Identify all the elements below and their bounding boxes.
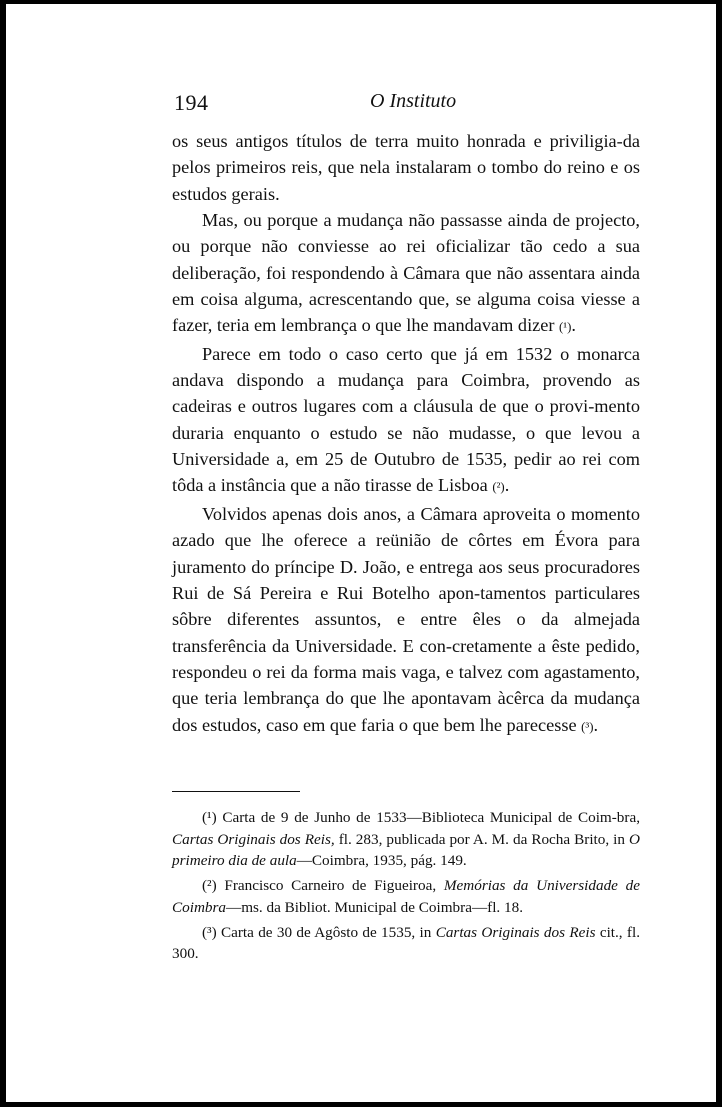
footnote-ref-2: (²): [492, 480, 505, 495]
paragraph-2-text: Mas, ou porque a mudança não passasse ainda de projecto, ou porque não conviesse ao rei oficializar tão cedo a sua deliberação, foi respondendo à Câmara que não assentara ainda em coisa alguma, acrescentando que, se alguma coisa viesse a fazer, teria em lembrança o que lhe mandavam dizer: [172, 210, 640, 336]
paragraph-2-end: .: [571, 315, 576, 336]
paragraph-2: [172, 207, 640, 341]
footnote-3: [172, 922, 640, 965]
paragraph-1: [172, 128, 640, 207]
footnote-1-title: Cartas Originais dos Reis,: [172, 830, 335, 848]
footnote-2-text-c: —ms. da Bibliot. Municipal de Coimbra—fl. 18.: [226, 898, 523, 916]
paragraph-4: [172, 501, 640, 740]
paragraph-3: [172, 341, 640, 501]
footnote-2-mark: (²): [202, 877, 217, 895]
footnote-1-text-c: fl. 283, publicada por A. M. da Rocha Brito, in: [334, 830, 630, 848]
page-number: 194: [174, 90, 209, 115]
footnote-3-mark: (³): [202, 923, 217, 941]
footnote-2-text-a: Francisco Carneiro de Figueiroa,: [216, 877, 444, 895]
footnote-ref-3: (³): [581, 719, 594, 734]
footnote-3-text-a: Carta de 30 de Agôsto de 1535, in: [216, 923, 436, 941]
footnote-1-text-e: —Coimbra, 1935, pág. 149.: [296, 852, 467, 870]
footnote-1-work: O primeiro dia de aula: [172, 830, 640, 870]
footnote-ref-1: (¹): [559, 320, 572, 335]
footnote-3-title: Cartas Originais dos Reis: [435, 923, 596, 941]
paragraph-4-end: .: [593, 714, 599, 735]
body-text: [172, 128, 640, 740]
paragraph-1-text: os seus antigos títulos de terra muito honrada e priviligia-da pelos primeiros reis, que nela instalaram o tombo do reino e os estudos gerais.: [172, 131, 640, 204]
footnote-3-text-c: cit., fl. 300.: [172, 923, 640, 963]
footnotes: [172, 807, 640, 965]
paragraph-4-text: Volvidos apenas dois anos, a Câmara aproveita o momento azado que lhe oferece a reünião de côrtes em Évora para juramento do príncipe D. João, e entrega aos seus procuradores Rui de Sá Pereira e Rui Botelho apon-tamentos particulares sôbre diferentes assuntos, e entre êles o da almejada transferência da Universidade. E con-cretamente a êste pedido, respondeu o rei da forma mais vaga, e talvez com agastamento, que teria lembrança do que lhe apontavam àcêrca da mudança dos estudos, caso em que faria o que bem lhe parecesse: [172, 503, 640, 735]
footnote-2-title: Memórias da Universidade de Coimbra: [172, 877, 640, 916]
paragraph-3-end: .: [504, 475, 510, 496]
footnote-2: [172, 875, 640, 918]
footnote-1-text-a: Carta de 9 de Junho de 1533—Biblioteca Municipal de Coim-bra,: [216, 809, 640, 826]
footnote-1-mark: (¹): [202, 809, 217, 826]
page-header: [172, 88, 646, 118]
paragraph-3-text: Parece em todo o caso certo que já em 1532 o monarca andava dispondo a mudança para Coimbra, provendo as cadeiras e outros lugares com a cláusula de que o provi-mento duraria enquanto o estudo se não mudasse, o que levou a Universidade a, em 25 de Outubro de 1535, pedir ao rei com tôda a instância que a não tirasse de Lisboa: [172, 343, 640, 496]
footnote-1: [172, 807, 640, 872]
footnote-divider: [172, 791, 300, 792]
running-title: O Instituto: [370, 90, 457, 112]
